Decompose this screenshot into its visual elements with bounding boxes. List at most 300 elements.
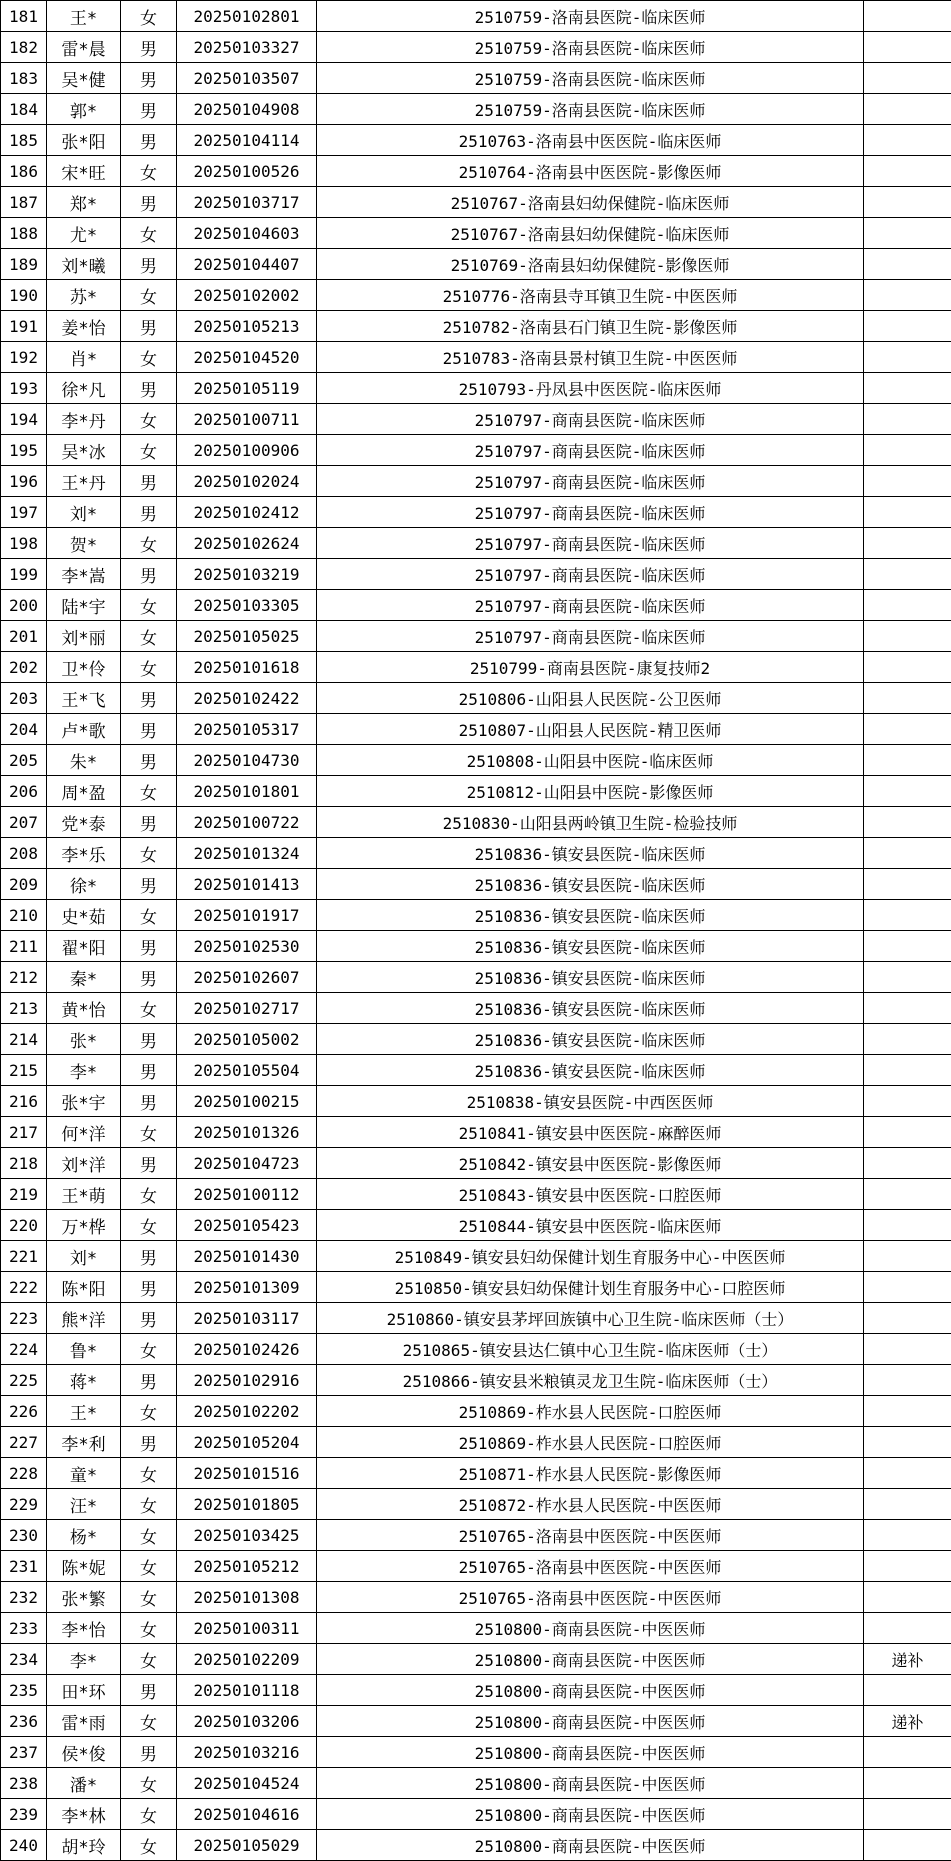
cell-seq: 240 (1, 1830, 47, 1861)
cell-post: 2510797-商南县医院-临床医师 (317, 497, 864, 528)
cell-name: 刘*洋 (47, 1148, 121, 1179)
cell-ticket-number: 20250100215 (177, 1086, 317, 1117)
cell-name: 侯*俊 (47, 1737, 121, 1768)
cell-seq: 208 (1, 838, 47, 869)
cell-seq: 203 (1, 683, 47, 714)
cell-post: 2510793-丹凤县中医医院-临床医师 (317, 373, 864, 404)
cell-post: 2510776-洛南县寺耳镇卫生院-中医医师 (317, 280, 864, 311)
cell-remark (864, 1024, 951, 1055)
cell-post: 2510783-洛南县景村镇卫生院-中医医师 (317, 342, 864, 373)
table-row (1, 776, 951, 807)
table-row (1, 683, 951, 714)
cell-remark (864, 1830, 951, 1861)
cell-gender: 女 (121, 1117, 177, 1148)
cell-name: 卢*歌 (47, 714, 121, 745)
table-row (1, 1613, 951, 1644)
cell-ticket-number: 20250101917 (177, 900, 317, 931)
cell-post: 2510782-洛南县石门镇卫生院-影像医师 (317, 311, 864, 342)
cell-name: 郭* (47, 94, 121, 125)
cell-ticket-number: 20250105025 (177, 621, 317, 652)
cell-remark (864, 590, 951, 621)
cell-gender: 女 (121, 1458, 177, 1489)
cell-gender: 女 (121, 776, 177, 807)
cell-remark (864, 993, 951, 1024)
cell-name: 李* (47, 1055, 121, 1086)
cell-remark (864, 745, 951, 776)
table-row (1, 993, 951, 1024)
cell-ticket-number: 20250102422 (177, 683, 317, 714)
cell-ticket-number: 20250100112 (177, 1179, 317, 1210)
cell-gender: 男 (121, 187, 177, 218)
cell-name: 李*怡 (47, 1613, 121, 1644)
cell-seq: 188 (1, 218, 47, 249)
cell-ticket-number: 20250102717 (177, 993, 317, 1024)
cell-gender: 女 (121, 1210, 177, 1241)
table-row (1, 1241, 951, 1272)
cell-ticket-number: 20250104908 (177, 94, 317, 125)
cell-gender: 男 (121, 807, 177, 838)
cell-remark (864, 1551, 951, 1582)
cell-ticket-number: 20250102002 (177, 280, 317, 311)
cell-seq: 198 (1, 528, 47, 559)
cell-gender: 女 (121, 1520, 177, 1551)
cell-gender: 男 (121, 466, 177, 497)
cell-gender: 男 (121, 683, 177, 714)
cell-post: 2510797-商南县医院-临床医师 (317, 466, 864, 497)
table-row (1, 32, 951, 63)
cell-post: 2510836-镇安县医院-临床医师 (317, 931, 864, 962)
cell-gender: 女 (121, 1334, 177, 1365)
cell-post: 2510869-柞水县人民医院-口腔医师 (317, 1427, 864, 1458)
cell-ticket-number: 20250104520 (177, 342, 317, 373)
cell-name: 李*乐 (47, 838, 121, 869)
cell-post: 2510806-山阳县人民医院-公卫医师 (317, 683, 864, 714)
cell-remark (864, 1396, 951, 1427)
cell-seq: 224 (1, 1334, 47, 1365)
cell-post: 2510764-洛南县中医医院-影像医师 (317, 156, 864, 187)
cell-seq: 206 (1, 776, 47, 807)
cell-ticket-number: 20250101309 (177, 1272, 317, 1303)
cell-name: 张*宇 (47, 1086, 121, 1117)
cell-seq: 192 (1, 342, 47, 373)
cell-ticket-number: 20250105002 (177, 1024, 317, 1055)
cell-remark (864, 63, 951, 94)
cell-name: 王* (47, 1, 121, 32)
cell-name: 潘* (47, 1768, 121, 1799)
cell-name: 王*丹 (47, 466, 121, 497)
table-row (1, 1, 951, 32)
cell-name: 史*茹 (47, 900, 121, 931)
cell-post: 2510797-商南县医院-临床医师 (317, 559, 864, 590)
table-row (1, 714, 951, 745)
cell-gender: 女 (121, 1613, 177, 1644)
cell-name: 鲁* (47, 1334, 121, 1365)
cell-gender: 男 (121, 714, 177, 745)
table-row (1, 1086, 951, 1117)
cell-ticket-number: 20250101413 (177, 869, 317, 900)
cell-remark (864, 652, 951, 683)
cell-remark (864, 1086, 951, 1117)
table-row (1, 590, 951, 621)
cell-ticket-number: 20250102607 (177, 962, 317, 993)
cell-remark (864, 1582, 951, 1613)
table-row (1, 838, 951, 869)
cell-seq: 228 (1, 1458, 47, 1489)
cell-ticket-number: 20250101618 (177, 652, 317, 683)
cell-remark (864, 466, 951, 497)
cell-name: 陈*妮 (47, 1551, 121, 1582)
cell-ticket-number: 20250104407 (177, 249, 317, 280)
cell-post: 2510759-洛南县医院-临床医师 (317, 1, 864, 32)
cell-name: 张*繁 (47, 1582, 121, 1613)
cell-post: 2510800-商南县医院-中医医师 (317, 1737, 864, 1768)
cell-remark: 递补 (864, 1706, 951, 1737)
cell-name: 蒋* (47, 1365, 121, 1396)
cell-seq: 231 (1, 1551, 47, 1582)
cell-name: 刘* (47, 497, 121, 528)
cell-gender: 女 (121, 435, 177, 466)
cell-post: 2510836-镇安县医院-临床医师 (317, 900, 864, 931)
cell-ticket-number: 20250103117 (177, 1303, 317, 1334)
cell-post: 2510860-镇安县茅坪回族镇中心卫生院-临床医师（士） (317, 1303, 864, 1334)
table-row (1, 1024, 951, 1055)
cell-name: 李*林 (47, 1799, 121, 1830)
cell-seq: 186 (1, 156, 47, 187)
cell-seq: 187 (1, 187, 47, 218)
cell-ticket-number: 20250103425 (177, 1520, 317, 1551)
table-row (1, 962, 951, 993)
cell-remark (864, 621, 951, 652)
cell-seq: 213 (1, 993, 47, 1024)
cell-name: 贺* (47, 528, 121, 559)
table-row (1, 311, 951, 342)
cell-seq: 222 (1, 1272, 47, 1303)
cell-remark (864, 900, 951, 931)
cell-remark (864, 1613, 951, 1644)
cell-post: 2510869-柞水县人民医院-口腔医师 (317, 1396, 864, 1427)
cell-remark (864, 1117, 951, 1148)
cell-seq: 209 (1, 869, 47, 900)
cell-name: 陆*宇 (47, 590, 121, 621)
cell-remark (864, 1241, 951, 1272)
cell-ticket-number: 20250102202 (177, 1396, 317, 1427)
cell-post: 2510765-洛南县中医医院-中医医师 (317, 1520, 864, 1551)
cell-seq: 202 (1, 652, 47, 683)
cell-gender: 男 (121, 1272, 177, 1303)
cell-gender: 女 (121, 652, 177, 683)
cell-gender: 男 (121, 1055, 177, 1086)
table-row (1, 1489, 951, 1520)
cell-name: 卫*伶 (47, 652, 121, 683)
cell-gender: 女 (121, 218, 177, 249)
cell-post: 2510767-洛南县妇幼保健院-临床医师 (317, 187, 864, 218)
cell-remark (864, 497, 951, 528)
cell-gender: 女 (121, 1768, 177, 1799)
cell-post: 2510836-镇安县医院-临床医师 (317, 1024, 864, 1055)
cell-gender: 男 (121, 1303, 177, 1334)
cell-gender: 女 (121, 1582, 177, 1613)
table-row (1, 1396, 951, 1427)
cell-ticket-number: 20250105212 (177, 1551, 317, 1582)
cell-post: 2510865-镇安县达仁镇中心卫生院-临床医师（士） (317, 1334, 864, 1365)
cell-name: 尤* (47, 218, 121, 249)
cell-remark (864, 218, 951, 249)
cell-seq: 190 (1, 280, 47, 311)
cell-remark (864, 1055, 951, 1086)
cell-ticket-number: 20250103507 (177, 63, 317, 94)
cell-seq: 234 (1, 1644, 47, 1675)
cell-seq: 239 (1, 1799, 47, 1830)
cell-name: 吴*冰 (47, 435, 121, 466)
cell-ticket-number: 20250103717 (177, 187, 317, 218)
cell-gender: 男 (121, 373, 177, 404)
cell-seq: 223 (1, 1303, 47, 1334)
cell-name: 李* (47, 1644, 121, 1675)
cell-seq: 212 (1, 962, 47, 993)
cell-remark (864, 528, 951, 559)
cell-seq: 197 (1, 497, 47, 528)
cell-gender: 女 (121, 590, 177, 621)
cell-remark (864, 683, 951, 714)
cell-post: 2510830-山阳县两岭镇卫生院-检验技师 (317, 807, 864, 838)
cell-seq: 207 (1, 807, 47, 838)
cell-remark (864, 280, 951, 311)
cell-seq: 235 (1, 1675, 47, 1706)
table-row (1, 125, 951, 156)
cell-seq: 226 (1, 1396, 47, 1427)
cell-post: 2510797-商南县医院-临床医师 (317, 528, 864, 559)
cell-post: 2510800-商南县医院-中医医师 (317, 1830, 864, 1861)
table-row (1, 1055, 951, 1086)
cell-post: 2510800-商南县医院-中医医师 (317, 1644, 864, 1675)
table-row (1, 1272, 951, 1303)
cell-seq: 193 (1, 373, 47, 404)
cell-name: 李*利 (47, 1427, 121, 1458)
table-row (1, 621, 951, 652)
cell-post: 2510812-山阳县中医院-影像医师 (317, 776, 864, 807)
cell-seq: 219 (1, 1179, 47, 1210)
cell-gender: 男 (121, 559, 177, 590)
cell-seq: 210 (1, 900, 47, 931)
cell-post: 2510759-洛南县医院-临床医师 (317, 63, 864, 94)
cell-ticket-number: 20250101805 (177, 1489, 317, 1520)
cell-name: 翟*阳 (47, 931, 121, 962)
cell-post: 2510841-镇安县中医医院-麻醉医师 (317, 1117, 864, 1148)
cell-ticket-number: 20250103219 (177, 559, 317, 590)
cell-seq: 189 (1, 249, 47, 280)
cell-post: 2510765-洛南县中医医院-中医医师 (317, 1582, 864, 1613)
table-row (1, 1582, 951, 1613)
cell-post: 2510836-镇安县医院-临床医师 (317, 993, 864, 1024)
cell-name: 周*盈 (47, 776, 121, 807)
cell-post: 2510765-洛南县中医医院-中医医师 (317, 1551, 864, 1582)
cell-remark (864, 32, 951, 63)
cell-post: 2510842-镇安县中医医院-影像医师 (317, 1148, 864, 1179)
cell-post: 2510797-商南县医院-临床医师 (317, 621, 864, 652)
cell-ticket-number: 20250102530 (177, 931, 317, 962)
cell-ticket-number: 20250103206 (177, 1706, 317, 1737)
cell-ticket-number: 20250104616 (177, 1799, 317, 1830)
table-row (1, 1644, 951, 1675)
cell-post: 2510800-商南县医院-中医医师 (317, 1706, 864, 1737)
table-row (1, 218, 951, 249)
table-row (1, 1520, 951, 1551)
cell-gender: 男 (121, 1086, 177, 1117)
cell-name: 吴*健 (47, 63, 121, 94)
cell-ticket-number: 20250105504 (177, 1055, 317, 1086)
cell-gender: 女 (121, 528, 177, 559)
table-row (1, 1799, 951, 1830)
cell-ticket-number: 20250100722 (177, 807, 317, 838)
cell-seq: 182 (1, 32, 47, 63)
cell-ticket-number: 20250103327 (177, 32, 317, 63)
table-row (1, 373, 951, 404)
cell-ticket-number: 20250105119 (177, 373, 317, 404)
cell-seq: 214 (1, 1024, 47, 1055)
table-row (1, 1365, 951, 1396)
cell-remark (864, 776, 951, 807)
cell-ticket-number: 20250100711 (177, 404, 317, 435)
cell-name: 肖* (47, 342, 121, 373)
cell-remark (864, 1272, 951, 1303)
cell-post: 2510797-商南县医院-临床医师 (317, 435, 864, 466)
cell-ticket-number: 20250105029 (177, 1830, 317, 1861)
table-row (1, 745, 951, 776)
cell-gender: 女 (121, 1396, 177, 1427)
cell-gender: 女 (121, 838, 177, 869)
table-row (1, 931, 951, 962)
cell-name: 田*环 (47, 1675, 121, 1706)
table-row (1, 1117, 951, 1148)
cell-post: 2510799-商南县医院-康复技师2 (317, 652, 864, 683)
cell-ticket-number: 20250102426 (177, 1334, 317, 1365)
cell-name: 张* (47, 1024, 121, 1055)
cell-name: 万*桦 (47, 1210, 121, 1241)
cell-name: 王* (47, 1396, 121, 1427)
table-row (1, 404, 951, 435)
table-row (1, 497, 951, 528)
cell-post: 2510800-商南县医院-中医医师 (317, 1799, 864, 1830)
cell-post: 2510836-镇安县医院-临床医师 (317, 838, 864, 869)
table-row (1, 187, 951, 218)
cell-name: 汪* (47, 1489, 121, 1520)
table-row (1, 528, 951, 559)
cell-seq: 217 (1, 1117, 47, 1148)
table-row (1, 280, 951, 311)
cell-post: 2510836-镇安县医院-临床医师 (317, 962, 864, 993)
cell-name: 宋*旺 (47, 156, 121, 187)
table-row (1, 900, 951, 931)
table-row (1, 1706, 951, 1737)
cell-gender: 女 (121, 1706, 177, 1737)
cell-ticket-number: 20250104114 (177, 125, 317, 156)
cell-post: 2510872-柞水县人民医院-中医医师 (317, 1489, 864, 1520)
table-row (1, 1179, 951, 1210)
cell-post: 2510849-镇安县妇幼保健计划生育服务中心-中医医师 (317, 1241, 864, 1272)
cell-name: 徐*凡 (47, 373, 121, 404)
cell-seq: 194 (1, 404, 47, 435)
cell-name: 李*丹 (47, 404, 121, 435)
cell-ticket-number: 20250105423 (177, 1210, 317, 1241)
cell-post: 2510850-镇安县妇幼保健计划生育服务中心-口腔医师 (317, 1272, 864, 1303)
cell-gender: 男 (121, 63, 177, 94)
cell-ticket-number: 20250103305 (177, 590, 317, 621)
cell-remark (864, 1675, 951, 1706)
cell-name: 姜*怡 (47, 311, 121, 342)
cell-name: 雷*雨 (47, 1706, 121, 1737)
table-row (1, 807, 951, 838)
cell-post: 2510807-山阳县人民医院-精卫医师 (317, 714, 864, 745)
cell-ticket-number: 20250101516 (177, 1458, 317, 1489)
cell-post: 2510769-洛南县妇幼保健院-影像医师 (317, 249, 864, 280)
cell-remark (864, 373, 951, 404)
cell-gender: 女 (121, 1, 177, 32)
cell-remark (864, 1210, 951, 1241)
table-row (1, 342, 951, 373)
cell-remark (864, 94, 951, 125)
table-row (1, 1148, 951, 1179)
cell-ticket-number: 20250102412 (177, 497, 317, 528)
cell-name: 何*洋 (47, 1117, 121, 1148)
cell-name: 朱* (47, 745, 121, 776)
cell-remark (864, 931, 951, 962)
table-row (1, 63, 951, 94)
cell-gender: 男 (121, 869, 177, 900)
cell-remark (864, 1489, 951, 1520)
cell-remark: 递补 (864, 1644, 951, 1675)
cell-ticket-number: 20250104524 (177, 1768, 317, 1799)
cell-ticket-number: 20250101308 (177, 1582, 317, 1613)
cell-remark (864, 962, 951, 993)
cell-seq: 232 (1, 1582, 47, 1613)
cell-gender: 女 (121, 1179, 177, 1210)
cell-gender: 女 (121, 993, 177, 1024)
cell-post: 2510800-商南县医院-中医医师 (317, 1768, 864, 1799)
cell-remark (864, 125, 951, 156)
cell-seq: 185 (1, 125, 47, 156)
cell-remark (864, 187, 951, 218)
cell-seq: 184 (1, 94, 47, 125)
table-row (1, 1458, 951, 1489)
cell-name: 李*嵩 (47, 559, 121, 590)
cell-seq: 200 (1, 590, 47, 621)
cell-remark (864, 1334, 951, 1365)
cell-remark (864, 1, 951, 32)
cell-post: 2510800-商南县医院-中医医师 (317, 1675, 864, 1706)
cell-remark (864, 1148, 951, 1179)
cell-remark (864, 311, 951, 342)
cell-seq: 195 (1, 435, 47, 466)
cell-name: 王*萌 (47, 1179, 121, 1210)
cell-name: 党*泰 (47, 807, 121, 838)
cell-post: 2510871-柞水县人民医院-影像医师 (317, 1458, 864, 1489)
cell-name: 张*阳 (47, 125, 121, 156)
cell-name: 刘* (47, 1241, 121, 1272)
cell-gender: 男 (121, 931, 177, 962)
cell-gender: 男 (121, 125, 177, 156)
cell-seq: 181 (1, 1, 47, 32)
cell-remark (864, 342, 951, 373)
cell-gender: 女 (121, 1644, 177, 1675)
cell-remark (864, 1768, 951, 1799)
table-row (1, 1768, 951, 1799)
table-row (1, 435, 951, 466)
cell-ticket-number: 20250102916 (177, 1365, 317, 1396)
cell-seq: 237 (1, 1737, 47, 1768)
cell-remark (864, 869, 951, 900)
cell-remark (864, 838, 951, 869)
cell-ticket-number: 20250102024 (177, 466, 317, 497)
